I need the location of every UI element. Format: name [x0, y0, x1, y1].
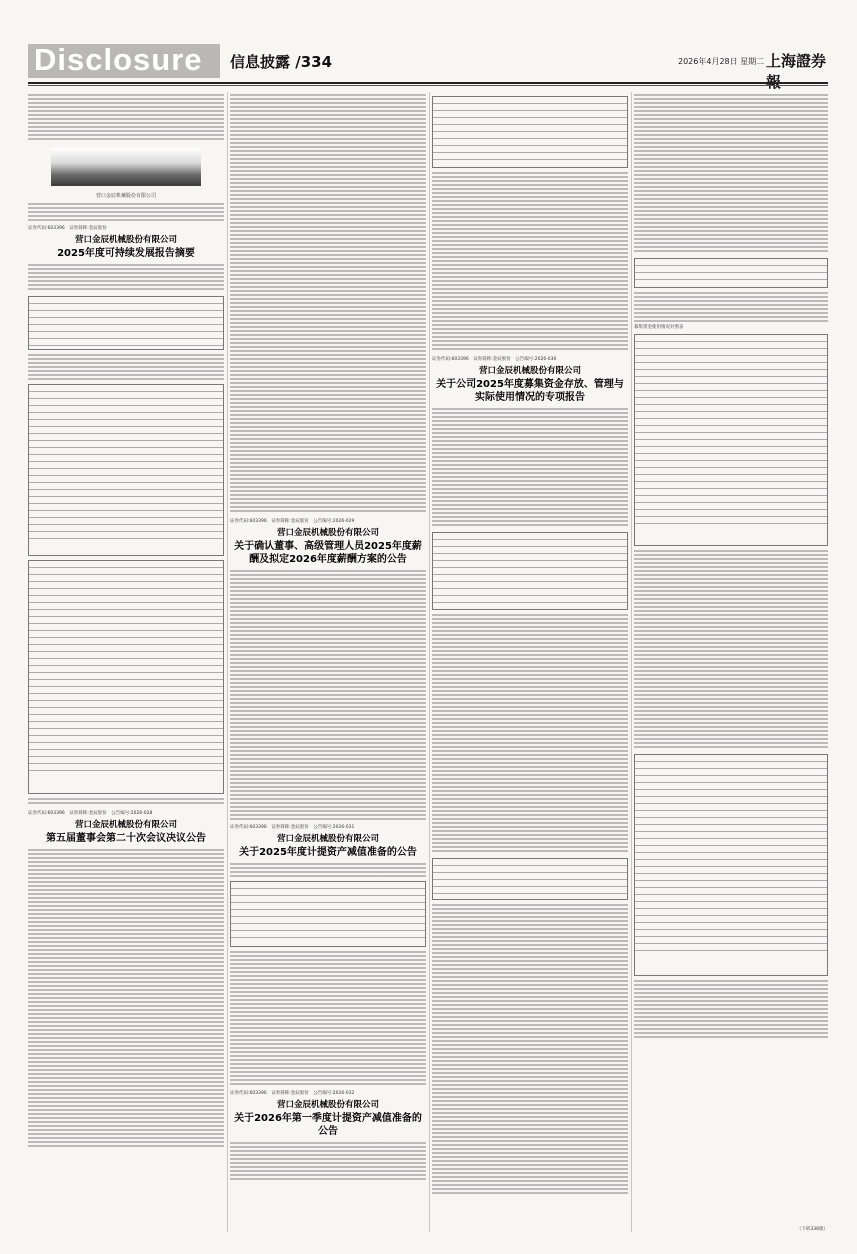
notice-title: 关于2025年度计提资产减值准备的公告	[239, 847, 417, 858]
code-text: 证券代码:603396 证券简称:金辰股份 公告编号:2026-029	[230, 519, 355, 524]
column-divider	[631, 92, 632, 1232]
body-text	[28, 849, 224, 1149]
header-rule-thin	[28, 85, 828, 86]
body-text	[230, 951, 426, 1086]
stock-code-line	[28, 225, 224, 231]
section-brand-banner	[28, 44, 220, 78]
stock-code-line	[230, 518, 426, 524]
body-text	[230, 863, 426, 877]
body-text	[230, 94, 426, 514]
body-text	[634, 550, 828, 750]
header-rule	[28, 82, 828, 84]
fund-table	[432, 532, 628, 610]
code-text: 证券代码:603396 证券简称:金辰股份 公告编号:2026-032	[230, 1091, 355, 1096]
issues-table	[28, 560, 224, 794]
photo-caption: 营口金辰机械股份有限公司	[95, 193, 156, 199]
body-text	[28, 264, 224, 292]
project-table	[634, 754, 828, 976]
report-title: 2025年度可持续发展报告摘要	[57, 248, 195, 259]
company-name: 营口金辰机械股份有限公司	[74, 820, 177, 830]
company-name: 营口金辰机械股份有限公司	[276, 1100, 379, 1110]
column-3	[432, 92, 628, 1196]
governance-table	[28, 384, 224, 556]
company-name: 营口金辰机械股份有限公司	[478, 366, 581, 376]
column-1	[28, 92, 224, 1151]
body-text	[634, 980, 828, 1040]
column-divider	[429, 92, 430, 1232]
section-title: 信息披露 /334	[230, 53, 333, 71]
body-text	[230, 570, 426, 820]
issue-date: 2026年4月28日 星期二	[678, 57, 765, 66]
body-text	[230, 1142, 426, 1182]
stock-code-line	[230, 1090, 426, 1096]
code-text: 证券代码:603396 证券简称:金辰股份 公告编号:2026-028	[28, 811, 153, 816]
account-table	[432, 858, 628, 900]
notice-title: 关于2026年第一季度计提资产减值准备的公告	[234, 1113, 422, 1137]
column-2	[230, 92, 426, 1184]
page-header	[28, 44, 828, 80]
newspaper-name: 上海證券	[766, 52, 827, 70]
body-text	[28, 354, 224, 380]
body-text	[28, 94, 224, 142]
company-name: 营口金辰机械股份有限公司	[74, 235, 177, 245]
info-table	[28, 296, 224, 350]
continued-note: （下转336版）	[796, 1227, 828, 1232]
financial-table	[432, 96, 628, 168]
caravan-photo	[51, 148, 201, 186]
body-text	[28, 798, 224, 806]
body-text	[432, 614, 628, 854]
stock-code-line	[230, 824, 426, 830]
body-text	[432, 904, 628, 1194]
impairment-table	[230, 881, 426, 947]
body-text	[432, 172, 628, 352]
summary-table	[634, 258, 828, 288]
table-heading: 募集资金使用情况对照表	[634, 325, 684, 330]
stock-code-line	[28, 810, 224, 816]
stock-code-line	[432, 356, 628, 362]
column-divider	[227, 92, 228, 1232]
notice-title: 关于确认董事、高级管理人员2025年度薪酬及拟定2026年度薪酬方案的公告	[234, 541, 422, 565]
company-name: 营口金辰机械股份有限公司	[276, 528, 379, 538]
notice-title: 关于公司2025年度募集资金存放、管理与实际使用情况的专项报告	[436, 379, 624, 403]
body-text	[634, 292, 828, 322]
code-text: 证券代码:603396 证券简称:金辰股份	[28, 226, 107, 231]
body-text	[432, 408, 628, 528]
usage-table	[634, 334, 828, 546]
company-name: 营口金辰机械股份有限公司	[276, 834, 379, 844]
code-text: 证券代码:603396 证券简称:金辰股份 公告编号:2026-031	[230, 825, 355, 830]
body-text	[634, 94, 828, 254]
body-text	[28, 203, 224, 221]
code-text: 证券代码:603396 证券简称:金辰股份 公告编号:2026-030	[432, 357, 557, 362]
notice-title: 第五届董事会第二十次会议决议公告	[46, 833, 206, 844]
brand-text: Disclosure	[34, 42, 203, 77]
column-4	[634, 92, 828, 1042]
